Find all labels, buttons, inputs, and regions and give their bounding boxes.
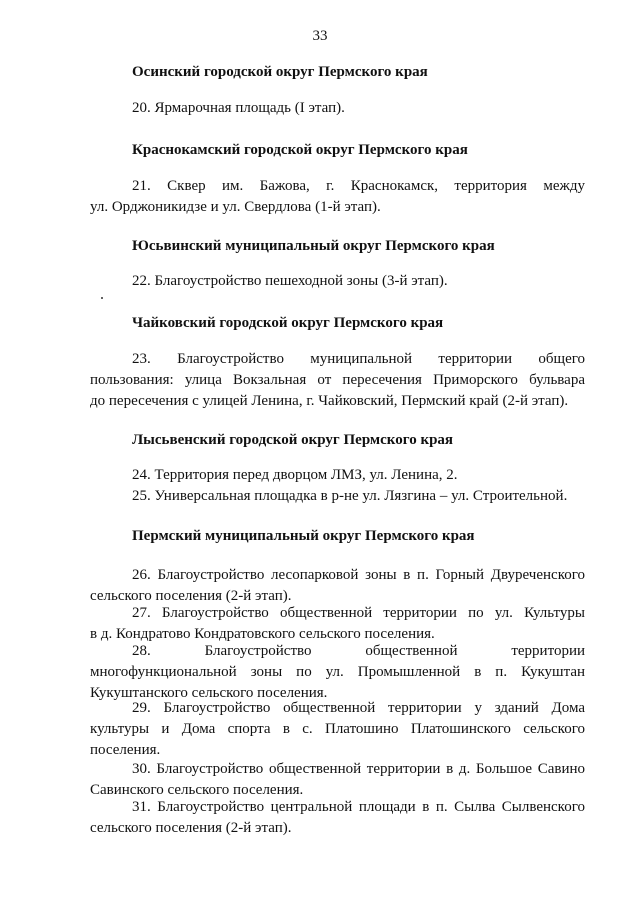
list-item-22 bbox=[90, 271, 585, 292]
item-line: Савинского сельского поселения. bbox=[90, 782, 304, 798]
item-line: 26. Благоустройство лесопарковой зоны в п. Горный Двуреченского bbox=[132, 567, 585, 583]
item-line: 31. Благоустройство центральной площади в п. Сылва Сылвенского bbox=[132, 799, 585, 815]
section-heading-perm: Пермский муниципальный округ Пермского края bbox=[132, 528, 475, 544]
list-item-28 bbox=[90, 641, 585, 704]
item-line: ул. Орджоникидзе и ул. Свердлова (1-й этап). bbox=[90, 199, 381, 215]
item-line: поселения. bbox=[90, 742, 161, 758]
list-item-27 bbox=[90, 603, 585, 645]
item-line: 25. Универсальная площадка в р-не ул. Лязгина – ул. Строительной. bbox=[132, 488, 568, 504]
section-heading-osinsky: Осинский городской округ Пермского края bbox=[132, 64, 428, 80]
list-item-20 bbox=[90, 98, 585, 119]
item-line: сельского поселения (2-й этап). bbox=[90, 588, 292, 604]
page-number: 33 bbox=[312, 28, 328, 44]
list-item-23 bbox=[90, 349, 585, 412]
item-line: 21. Сквер им. Бажова, г. Краснокамск, территория между bbox=[132, 178, 585, 194]
scan-speck bbox=[101, 297, 103, 299]
list-item-30 bbox=[90, 759, 585, 801]
list-item-21 bbox=[90, 176, 585, 218]
item-line: пользования: улица Вокзальная от пересечения Приморского бульвара bbox=[90, 372, 585, 388]
section-heading-lysva: Лысьвенский городской округ Пермского края bbox=[132, 432, 454, 448]
list-item-31 bbox=[90, 797, 585, 839]
item-line: 27. Благоустройство общественной территории по ул. Культуры bbox=[132, 605, 585, 621]
list-item-25 bbox=[90, 486, 585, 507]
list-item-29 bbox=[90, 698, 585, 761]
item-line: культуры и Дома спорта в с. Платошино Платошинского сельского bbox=[90, 721, 585, 737]
item-line: в д. Кондратово Кондратовского сельского поселения. bbox=[90, 626, 435, 642]
item-line: до пересечения с улицей Ленина, г. Чайковский, Пермский край (2-й этап). bbox=[90, 393, 569, 409]
item-line: 20. Ярмарочная площадь (I этап). bbox=[132, 100, 345, 116]
item-line: 30. Благоустройство общественной территории в д. Большое Савино bbox=[132, 761, 585, 777]
section-heading-krasnokamsk: Краснокамский городской округ Пермского края bbox=[132, 142, 468, 158]
item-line: 29. Благоустройство общественной территории у зданий Дома bbox=[132, 700, 585, 716]
list-item-26 bbox=[90, 565, 585, 607]
item-line: Кукуштанского сельского поселения. bbox=[90, 685, 328, 701]
section-heading-chaykovsky: Чайковский городской округ Пермского края bbox=[132, 315, 444, 331]
list-item-24 bbox=[90, 465, 585, 486]
item-line: многофункциональной зоны по ул. Промышленной в п. Кукуштан bbox=[90, 664, 585, 680]
item-line: 23. Благоустройство муниципальной территории общего bbox=[132, 351, 585, 367]
item-line: 22. Благоустройство пешеходной зоны (3-й этап). bbox=[132, 273, 448, 289]
item-line: сельского поселения (2-й этап). bbox=[90, 820, 292, 836]
section-heading-yusva: Юсьвинский муниципальный округ Пермского края bbox=[132, 238, 495, 254]
item-line: 28. Благоустройство общественной территории bbox=[132, 643, 585, 659]
item-line: 24. Территория перед дворцом ЛМЗ, ул. Ленина, 2. bbox=[132, 467, 458, 483]
